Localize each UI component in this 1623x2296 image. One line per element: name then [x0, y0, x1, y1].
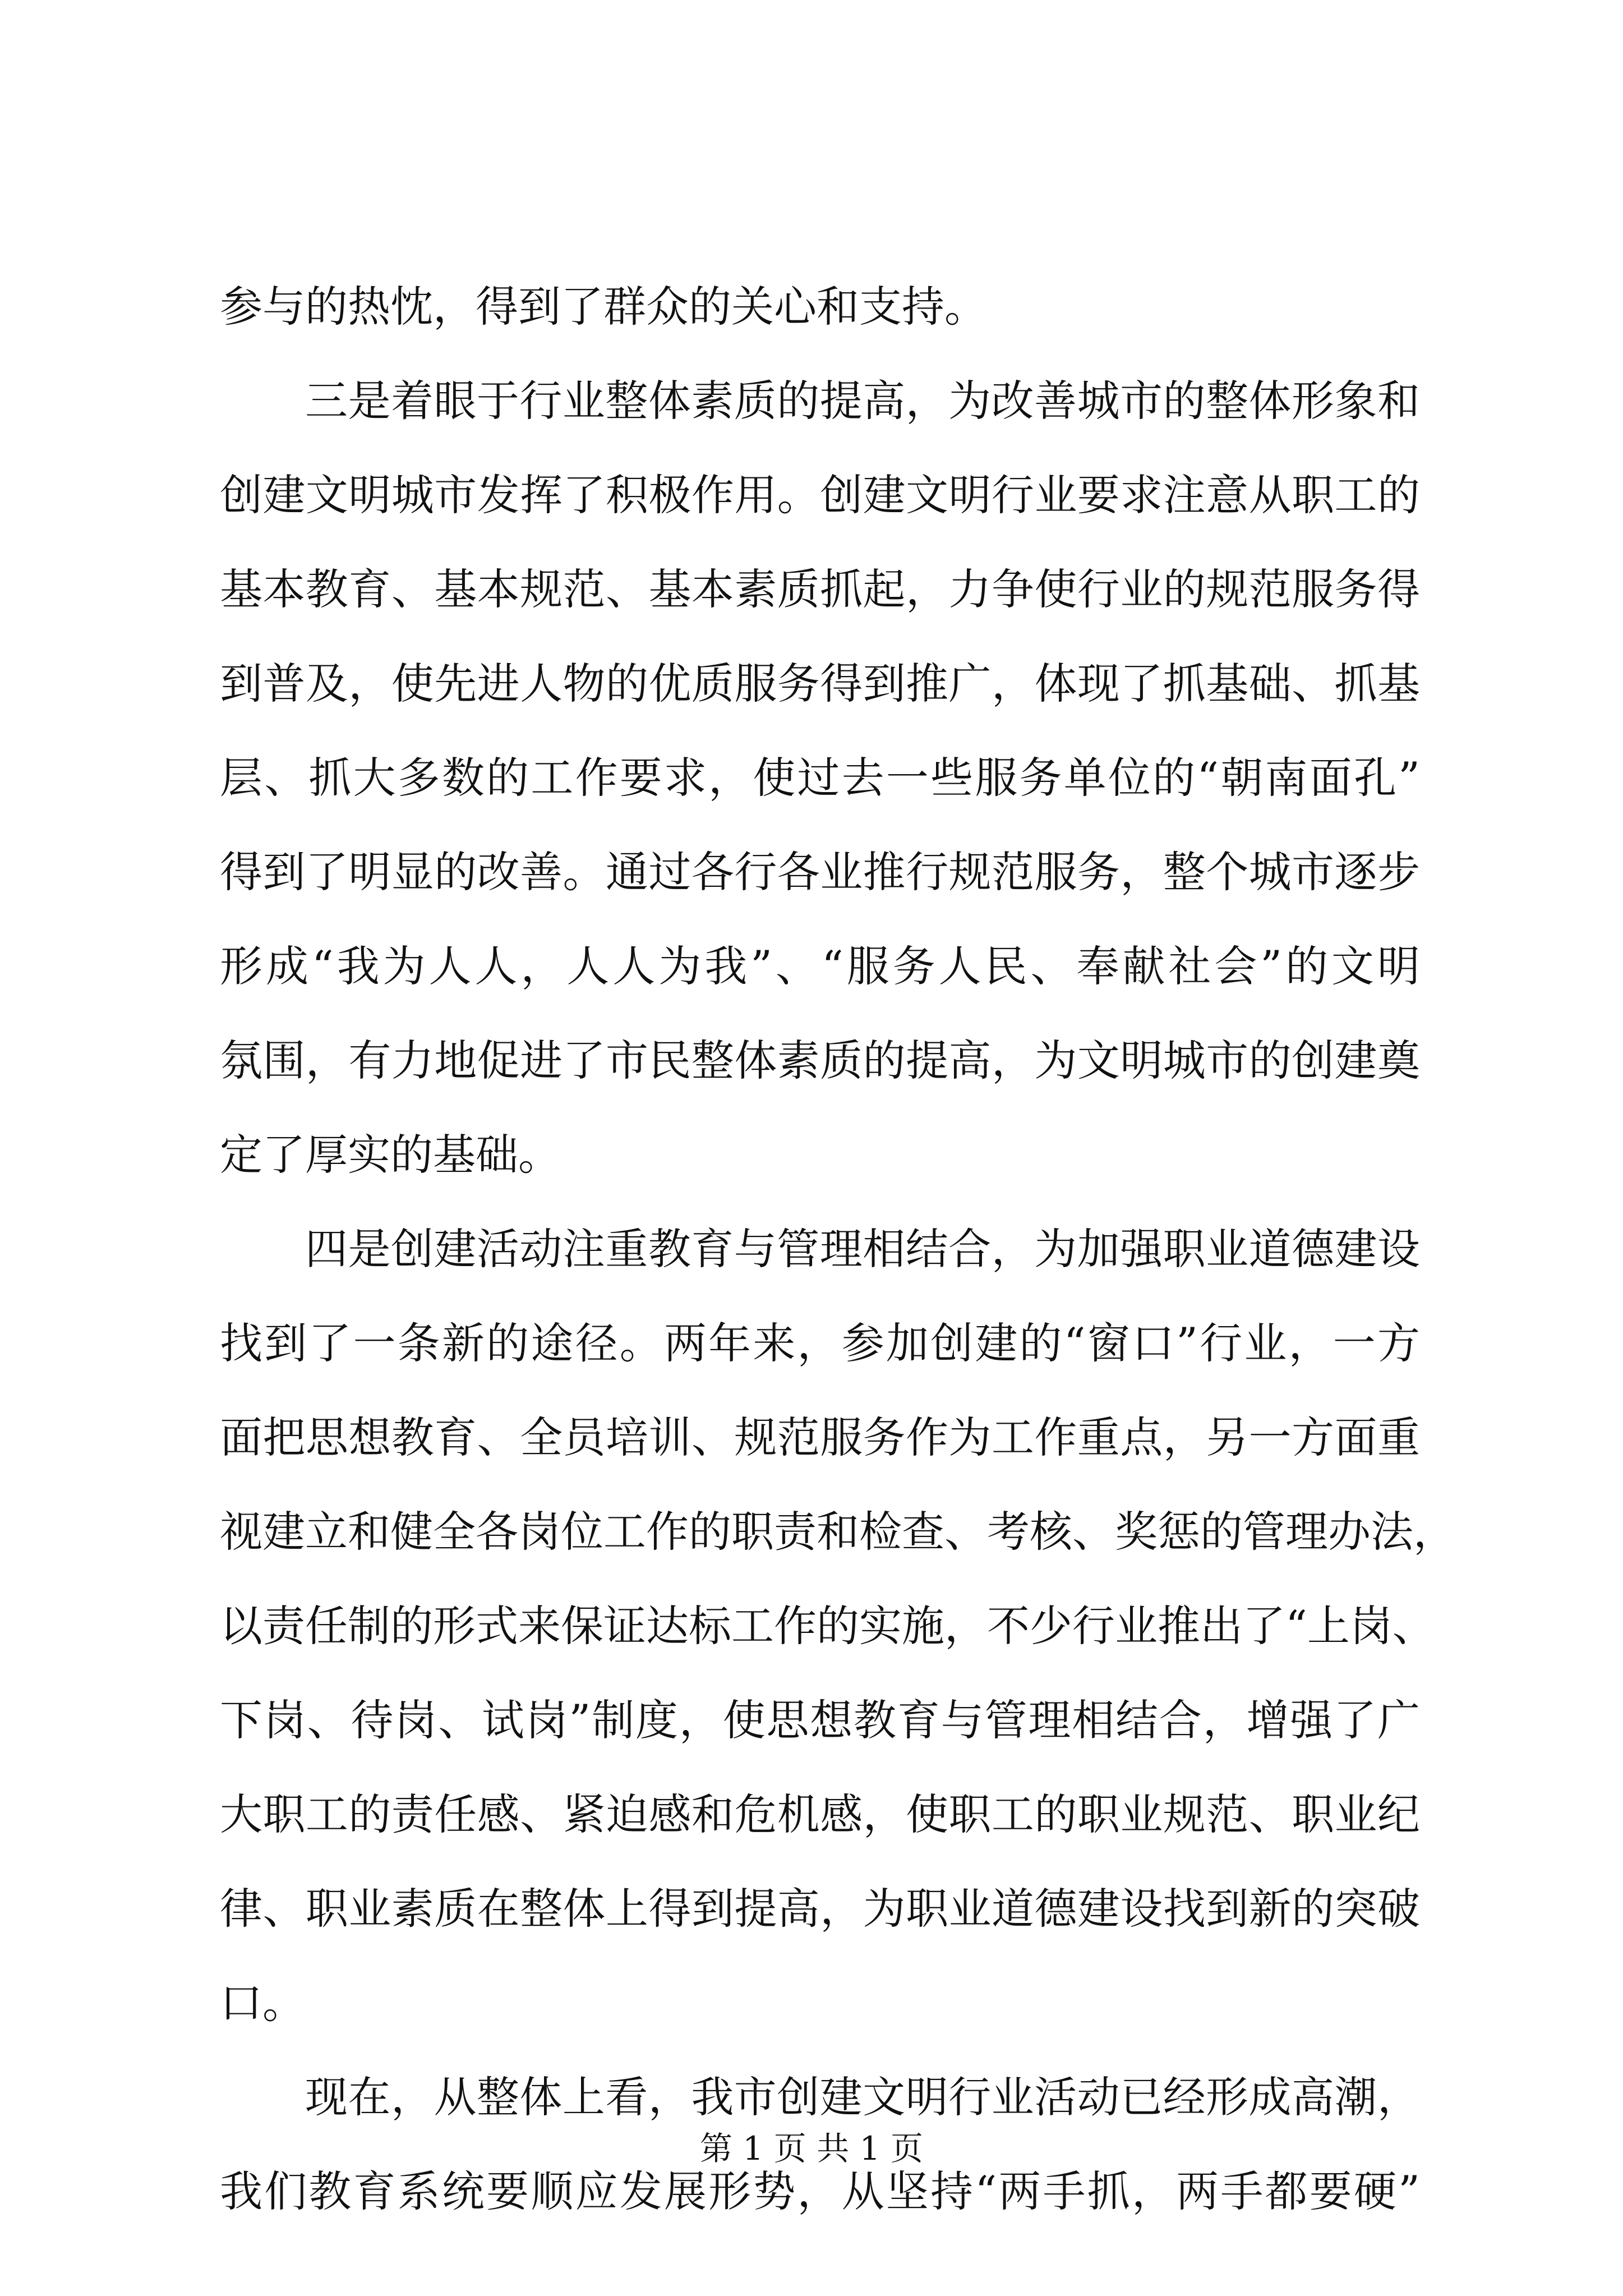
text-line: 大职工的责任感、紧迫感和危机感，使职工的职业规范、职业纪: [220, 1789, 1420, 1839]
text-line: 我们教育系统要顺应发展形势，从坚持“两手抓，两手都要硬”: [220, 2166, 1420, 2216]
text-line: 层、抓大多数的工作要求，使过去一些服务单位的“朝南面孔”: [220, 753, 1420, 803]
body-text: [220, 260, 1456, 2239]
page-footer: [0, 2126, 1623, 2171]
text-line: 得到了明显的改善。通过各行各业推行规范服务，整个城市逐步: [220, 847, 1420, 897]
text-line: 下岗、待岗、试岗”制度，使思想教育与管理相结合，增强了广: [220, 1695, 1420, 1745]
page-number: 第 1 页 共 1 页: [700, 2129, 923, 2168]
text-line: 基本教育、基本规范、基本素质抓起，力争使行业的规范服务得: [220, 564, 1420, 614]
text-line: 律、职业素质在整体上得到提高，为职业道德建设找到新的突破: [220, 1884, 1420, 1934]
text-line: 到普及，使先进人物的优质服务得到推广，体现了抓基础、抓基: [220, 659, 1420, 708]
text-line: 口。: [220, 1978, 305, 2028]
text-line: 三是着眼于行业整体素质的提高，为改善城市的整体形象和: [305, 376, 1420, 426]
text-line: 找到了一条新的途径。两年来，参加创建的“窗口”行业，一方: [220, 1318, 1420, 1368]
text-line: 定了厚实的基础。: [220, 1130, 561, 1180]
text-line: 参与的热忱，得到了群众的关心和支持。: [220, 282, 987, 332]
text-line: 创建文明城市发挥了积极作用。创建文明行业要求注意从职工的: [220, 470, 1420, 520]
text-line: 氛围，有力地促进了市民整体素质的提高，为文明城市的创建奠: [220, 1036, 1420, 1085]
text-line: 视建立和健全各岗位工作的职责和检查、考核、奖惩的管理办法，: [220, 1507, 1456, 1557]
text-line: 现在，从整体上看，我市创建文明行业活动已经形成高潮，: [305, 2072, 1420, 2122]
text-line: 面把思想教育、全员培训、规范服务作为工作重点，另一方面重: [220, 1412, 1420, 1462]
text-line: 以责任制的形式来保证达标工作的实施，不少行业推出了“上岗、: [220, 1601, 1435, 1651]
text-line: 四是创建活动注重教育与管理相结合，为加强职业道德建设: [305, 1224, 1420, 1274]
text-line: 形成“我为人人，人人为我”、“服务人民、奉献社会”的文明: [220, 941, 1420, 991]
